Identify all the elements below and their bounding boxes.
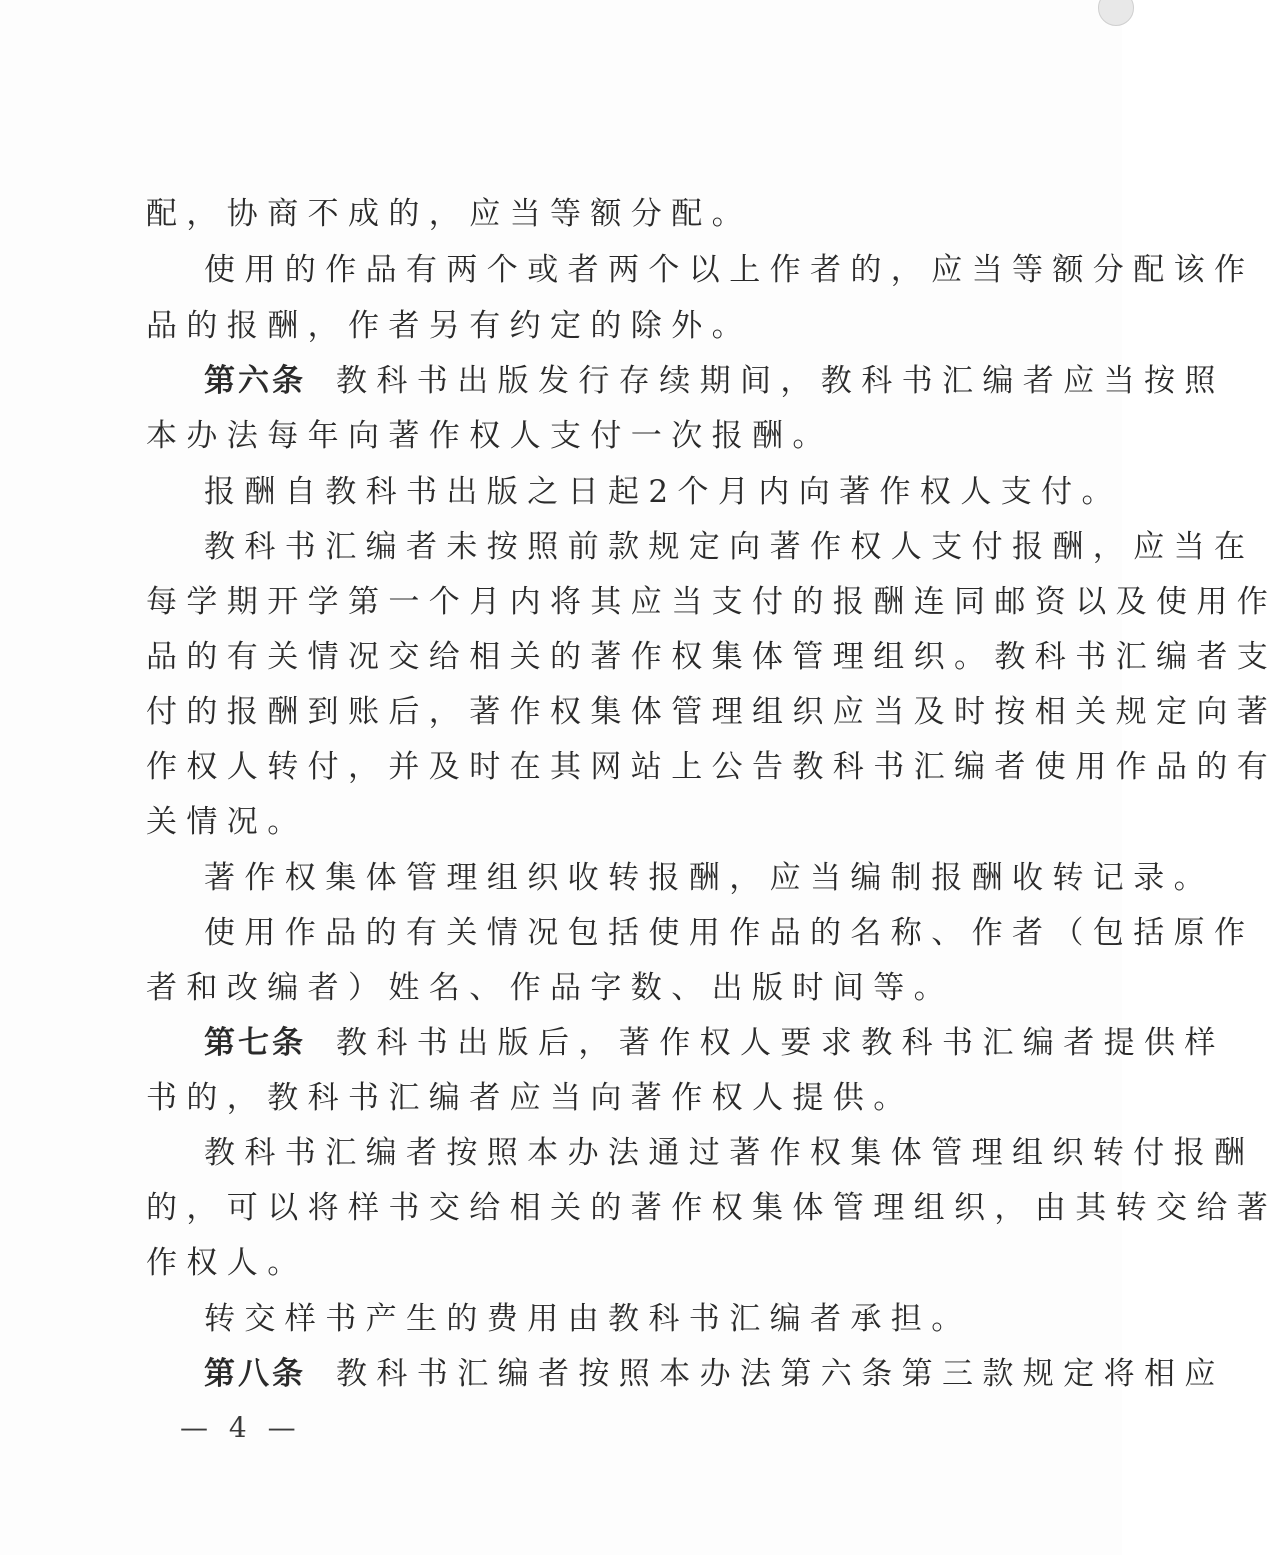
text-line <box>146 1186 1277 1230</box>
line-text: 教科书出版发行存续期间，教科书汇编者应当按照 <box>336 363 1225 399</box>
line-text: 教科书出版后，著作权人要求教科书汇编者提供样 <box>336 1025 1225 1061</box>
text-line <box>146 966 986 1010</box>
text-line <box>146 745 1277 789</box>
line-text: 的，可以将样书交给相关的著作权集体管理组织，由其转交给著 <box>146 1190 1277 1226</box>
text-line <box>146 635 1277 679</box>
article-heading: 第七条 <box>204 1025 306 1061</box>
line-text: 每学期开学第一个月内将其应当支付的报酬连同邮资以及使用作 <box>146 584 1277 620</box>
line-text: 著作权集体管理组织收转报酬，应当编制报酬收转记录。 <box>204 860 1214 896</box>
line-text: 书的，教科书汇编者应当向著作权人提供。 <box>146 1080 914 1116</box>
line-text: 品的报酬，作者另有约定的除外。 <box>146 308 752 344</box>
punch-hole <box>1098 0 1134 26</box>
article-heading: 第六条 <box>204 363 306 399</box>
article-line <box>204 1021 1225 1065</box>
line-text: 作权人。 <box>146 1245 308 1281</box>
line-text: 付的报酬到账后，著作权集体管理组织应当及时按相关规定向著 <box>146 694 1277 730</box>
line-text: 教科书汇编者按照本办法通过著作权集体管理组织转付报酬 <box>204 1135 1255 1171</box>
line-text: 教科书汇编者按照本办法第六条第三款规定将相应 <box>336 1356 1225 1392</box>
article-line <box>204 359 1225 403</box>
text-line <box>204 1131 1255 1175</box>
line-text: 者和改编者）姓名、作品字数、出版时间等。 <box>146 970 954 1006</box>
text-line <box>204 248 1255 292</box>
line-text: 本办法每年向著作权人支付一次报酬。 <box>146 418 833 454</box>
text-line <box>204 911 1255 955</box>
text-line <box>204 856 1214 900</box>
text-line <box>146 1241 986 1285</box>
article-heading: 第八条 <box>204 1356 306 1392</box>
text-line <box>146 304 986 348</box>
text-line <box>204 525 1255 569</box>
text-line <box>146 1076 986 1120</box>
text-line <box>146 192 986 236</box>
line-text: 关情况。 <box>146 804 308 840</box>
text-line <box>204 1297 1044 1341</box>
line-text: 品的有关情况交给相关的著作权集体管理组织。教科书汇编者支 <box>146 639 1277 675</box>
text-line <box>146 690 1277 734</box>
line-text: 报酬自教科书出版之日起2个月内向著作权人支付。 <box>204 474 1122 510</box>
text-line <box>146 580 1277 624</box>
line-text: 使用作品的有关情况包括使用作品的名称、作者（包括原作 <box>204 915 1255 951</box>
line-text: 教科书汇编者未按照前款规定向著作权人支付报酬，应当在 <box>204 529 1255 565</box>
page-number: — 4 — <box>180 1411 302 1444</box>
line-text: 作权人转付，并及时在其网站上公告教科书汇编者使用作品的有 <box>146 749 1277 785</box>
line-text: 转交样书产生的费用由教科书汇编者承担。 <box>204 1301 972 1337</box>
text-line <box>146 414 986 458</box>
article-line <box>204 1352 1225 1396</box>
line-text: 配，协商不成的，应当等额分配。 <box>146 196 752 232</box>
text-line <box>146 800 986 844</box>
text-line <box>204 470 1122 514</box>
line-text: 使用的作品有两个或者两个以上作者的，应当等额分配该作 <box>204 252 1255 288</box>
